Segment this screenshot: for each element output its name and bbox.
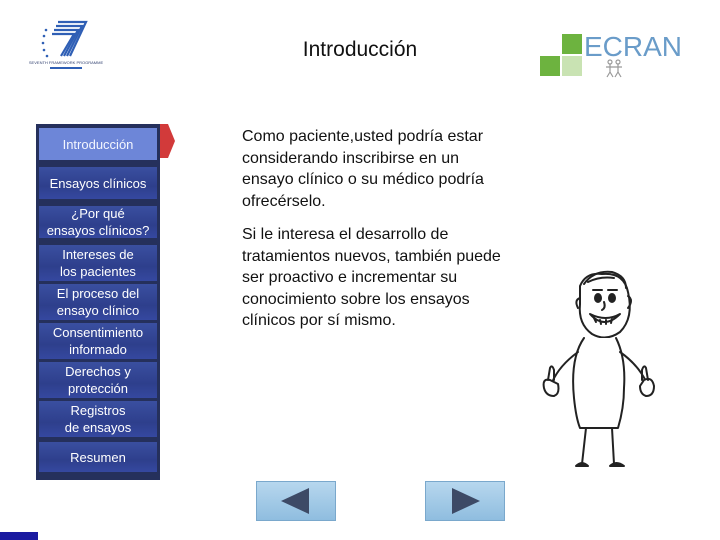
triangle-right-icon xyxy=(426,482,504,520)
sidebar-item-intereses[interactable]: Intereses de los pacientes xyxy=(39,245,157,281)
sidebar-item-registros[interactable]: Registros de ensayos xyxy=(39,401,157,437)
triangle-left-icon xyxy=(257,482,335,520)
corner-marker xyxy=(0,532,38,540)
active-item-arrow-icon xyxy=(160,124,176,163)
sidebar-item-por-que[interactable]: ¿Por qué ensayos clínicos? xyxy=(39,206,157,238)
sidebar-item-ensayos-clinicos[interactable]: Ensayos clínicos xyxy=(39,167,157,199)
sidebar-item-resumen[interactable]: Resumen xyxy=(39,442,157,472)
sidebar-item-consentimiento[interactable]: Consentimiento informado xyxy=(39,323,157,359)
content-paragraph-2: Si le interesa el desarrollo de tratamientos nuevos, también puede ser proactivo e incrementar su conocimiento sobre los ensayos clínicos por sí mismo. xyxy=(242,226,501,329)
sidebar-nav xyxy=(36,124,160,480)
next-button[interactable] xyxy=(425,481,505,521)
page-title: Introducción xyxy=(302,38,418,61)
sidebar-item-proceso[interactable]: El proceso del ensayo clínico xyxy=(39,284,157,320)
ecran-logo-text: ECRAN xyxy=(584,31,683,62)
sidebar-item-introduccion[interactable]: Introducción xyxy=(39,128,157,160)
previous-button[interactable] xyxy=(256,481,336,521)
content-paragraph-1: Como paciente,usted podría estar considerando inscribirse en un ensayo clínico o su médico podría ofrecérselo. xyxy=(242,128,484,210)
ecran-logo xyxy=(540,30,683,80)
thumbs-up-mascot-illustration xyxy=(540,268,658,476)
main-content xyxy=(242,126,512,344)
fp7-logo-text: SEVENTH FRAMEWORK PROGRAMME xyxy=(28,60,104,65)
sidebar-item-derechos[interactable]: Derechos y protección xyxy=(39,362,157,398)
